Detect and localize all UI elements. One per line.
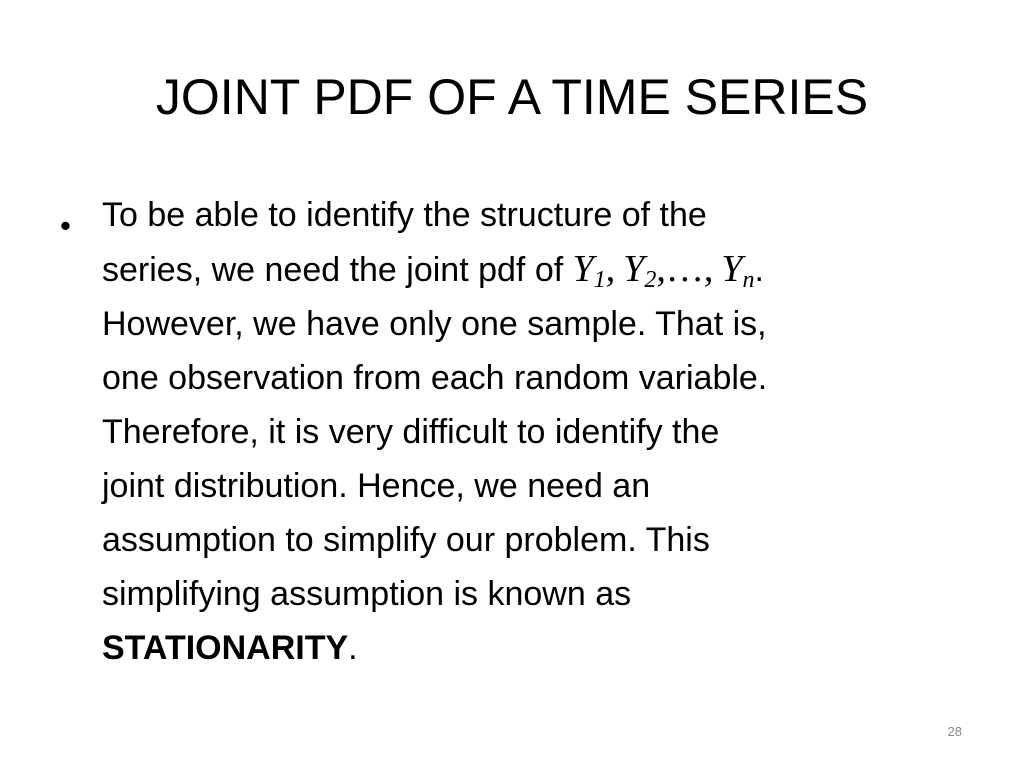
math-trailing-period: . bbox=[754, 251, 764, 289]
final-period: . bbox=[348, 629, 358, 667]
bullet-line-7: assumption to simplify our problem. This bbox=[102, 521, 710, 559]
bullet-line-4: one observation from each random variable. bbox=[102, 359, 768, 397]
math-y-2: Y bbox=[623, 248, 645, 290]
bullet-line-2-text: series, we need the joint pdf of bbox=[102, 251, 573, 289]
bullet-line-1: To be able to identify the structure of the bbox=[102, 196, 707, 234]
bullet-line-3: However, we have only one sample. That is, bbox=[102, 305, 767, 343]
slide-page-number: 28 bbox=[947, 724, 962, 739]
math-y-1: Y bbox=[572, 248, 594, 290]
slide-content bbox=[56, 188, 956, 675]
bullet-line-6: joint distribution. Hence, we need an bbox=[102, 467, 651, 505]
math-comma: , bbox=[605, 248, 616, 290]
slide-title: JOINT PDF OF A TIME SERIES bbox=[155, 69, 869, 125]
stationarity-emphasis: STATIONARITY bbox=[102, 629, 349, 667]
bullet-line-5: Therefore, it is very difficult to identify the bbox=[102, 413, 720, 451]
math-subscript-2: 2 bbox=[644, 267, 657, 293]
math-subscript-1: 1 bbox=[593, 267, 606, 293]
bullet-line-2 bbox=[102, 242, 956, 297]
bullet-item bbox=[56, 188, 956, 675]
math-expression bbox=[572, 248, 755, 293]
bullet-line-9 bbox=[102, 621, 956, 675]
math-subscript-n: n bbox=[742, 267, 755, 293]
math-y-n: Y bbox=[721, 248, 743, 290]
math-ellipsis: ,…, bbox=[656, 248, 714, 290]
bullet-line-8: simplifying assumption is known as bbox=[102, 575, 632, 613]
bullet-icon: • bbox=[60, 208, 71, 243]
